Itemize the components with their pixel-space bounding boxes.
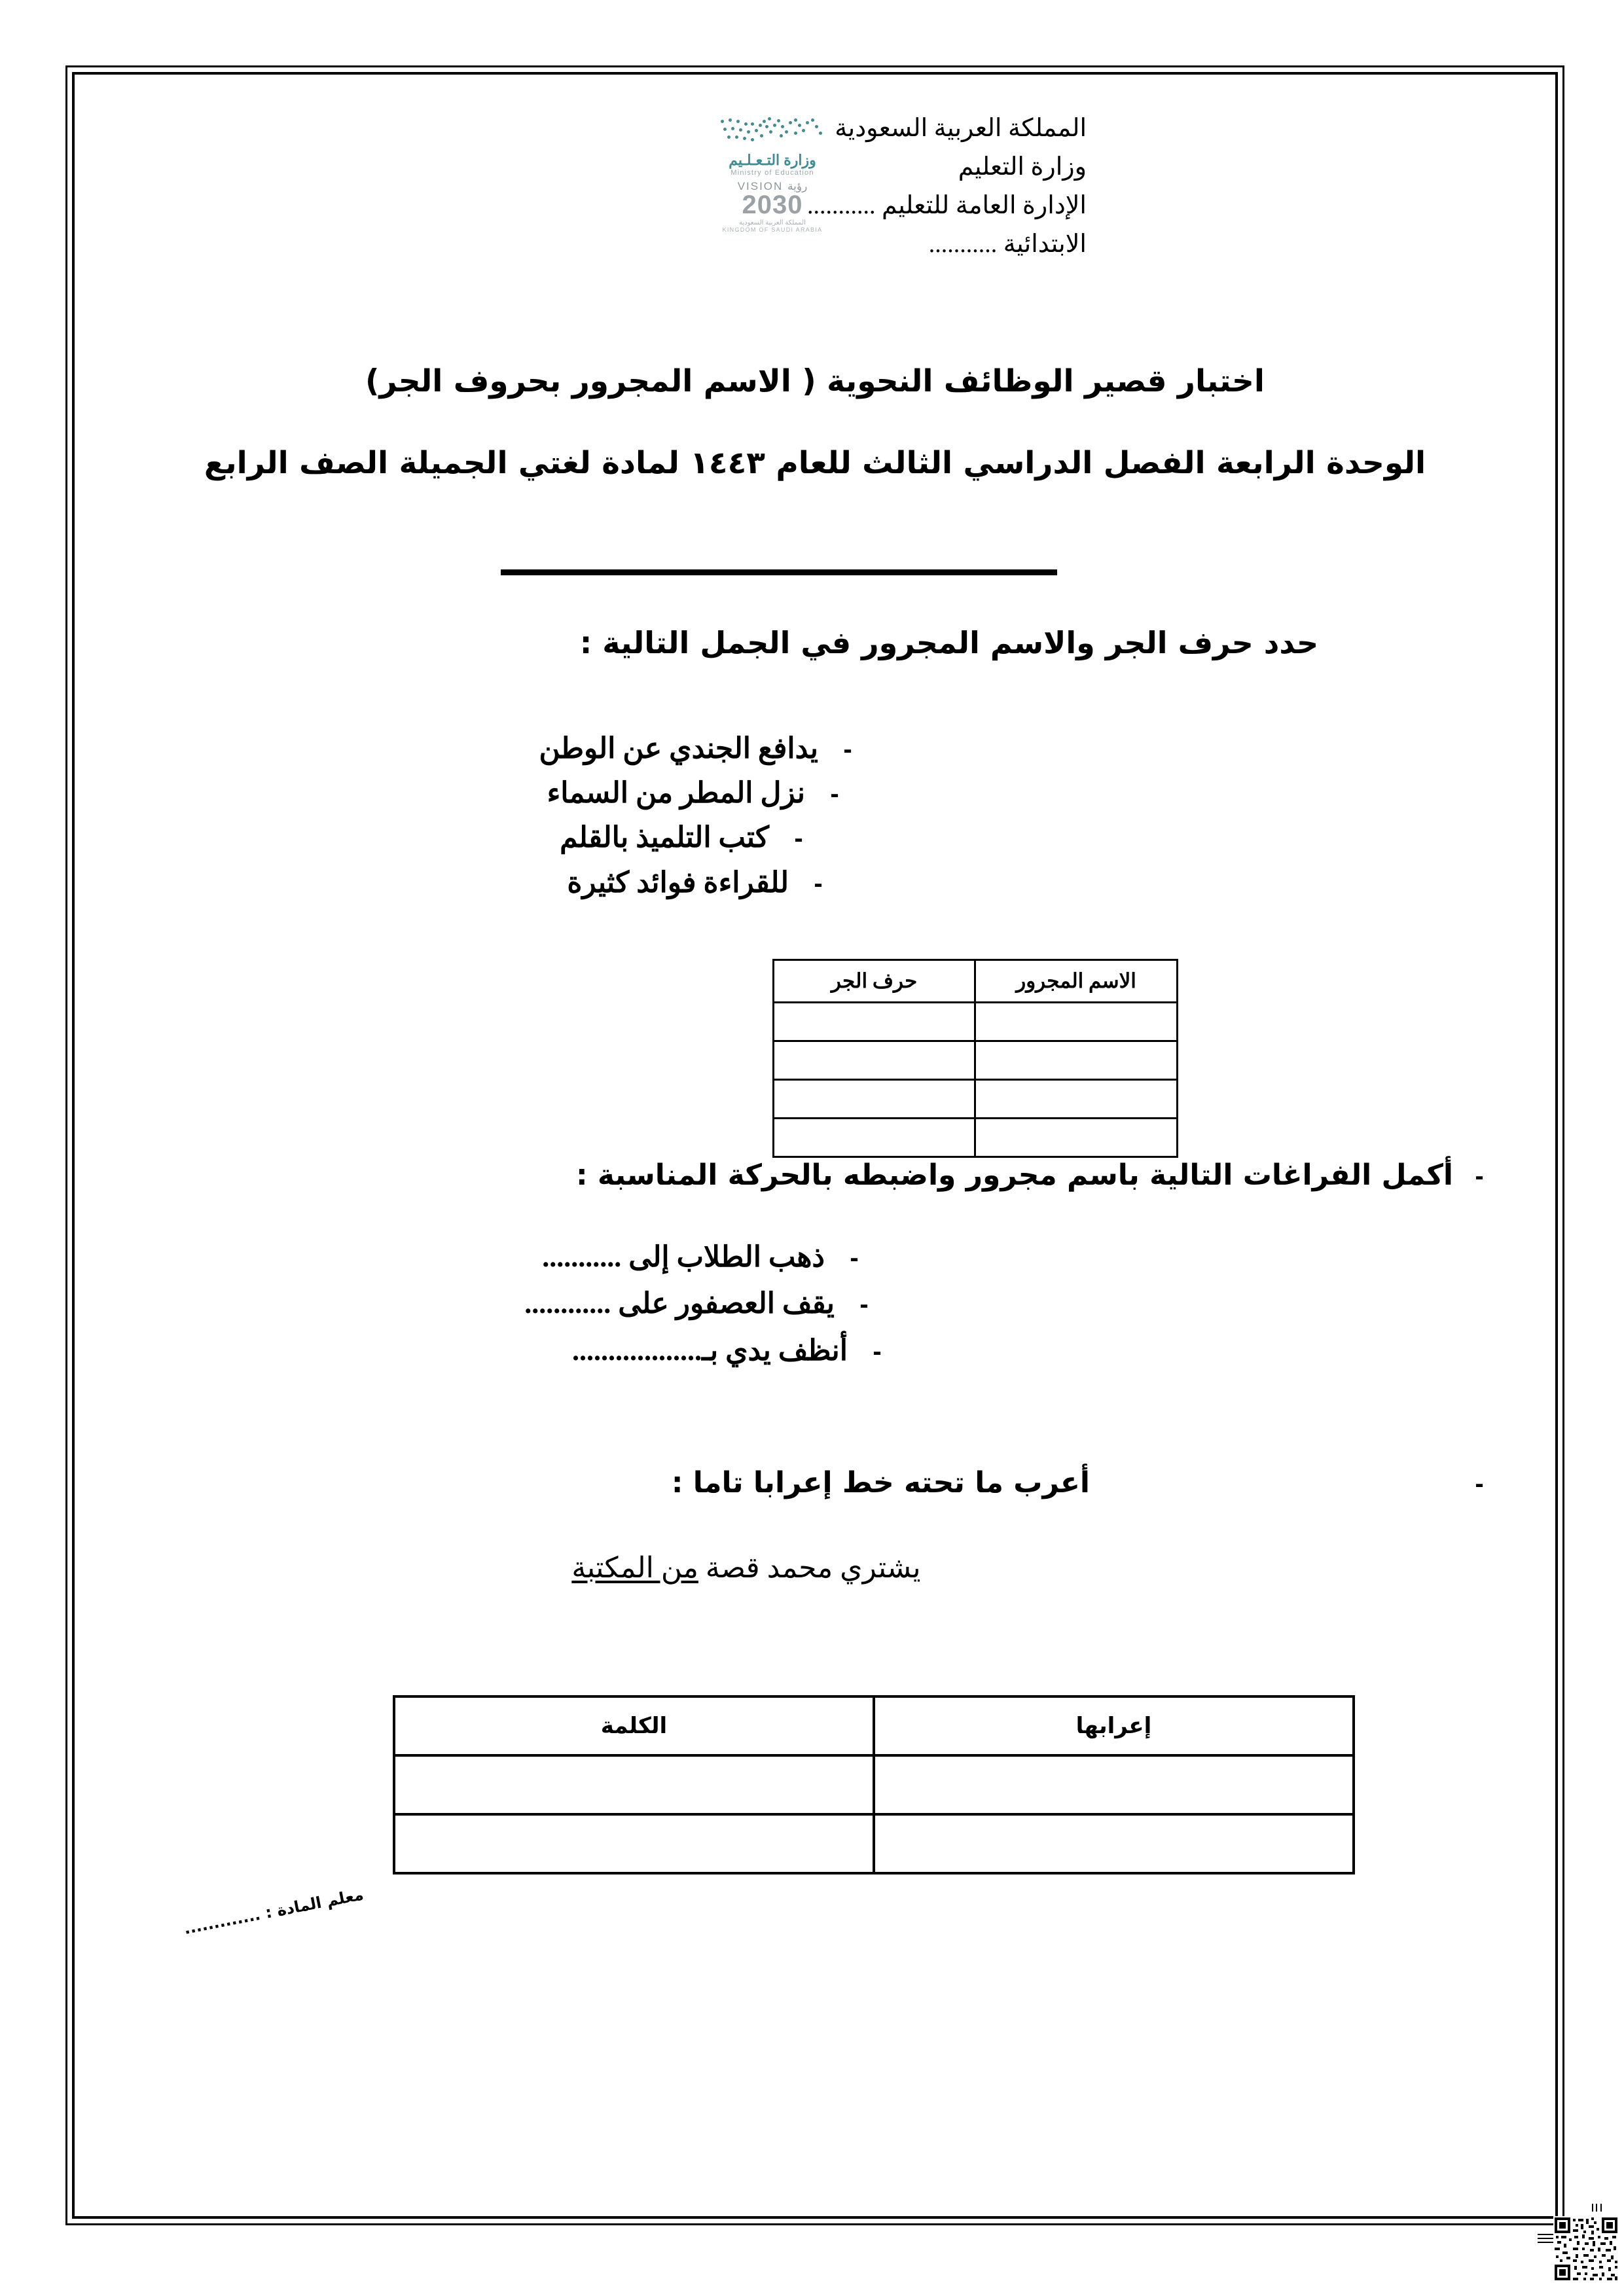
question-2-blank-list xyxy=(164,1234,1545,1374)
question-3-parsing-table[interactable] xyxy=(393,1695,1355,1874)
logo-year-digits: 2030 xyxy=(742,190,803,220)
list-item xyxy=(164,861,1545,905)
column-header-majroor-noun: الاسم المجرور xyxy=(975,960,1178,1003)
answer-cell-majroor-noun[interactable] xyxy=(975,1119,1178,1157)
sentence-text: نزل المطر من السماء xyxy=(547,777,805,810)
bullet-dash-icon: - xyxy=(830,780,839,809)
list-item[interactable] xyxy=(164,1327,1545,1374)
ministry-of-education-logo xyxy=(707,116,838,234)
logo-ministry-english: Ministry of Education xyxy=(731,169,814,177)
bullet-dash-icon: - xyxy=(850,1244,859,1272)
question-1-answer-table[interactable] xyxy=(772,959,1178,1158)
teacher-signature-line: معلم المادة : ............. xyxy=(182,1885,365,1938)
question-1-heading: حدد حرف الجر والاسم المجرور في الجمل التالية : xyxy=(579,625,1319,660)
header-line-school: الابتدائية ........... xyxy=(928,230,1087,258)
table-row[interactable] xyxy=(774,1119,1178,1157)
bullet-dash-icon: - xyxy=(814,869,823,898)
bullet-dash-icon: - xyxy=(1475,1162,1484,1191)
header-identity-block xyxy=(807,109,1087,264)
answer-cell-preposition[interactable] xyxy=(774,1041,975,1080)
logo-kingdom-arabic: المملكة العربية السعودية xyxy=(739,219,806,227)
question-3-heading xyxy=(373,1466,1506,1499)
qr-code-matrix xyxy=(1553,2216,1619,2282)
answer-cell-majroor-noun[interactable] xyxy=(975,1080,1178,1119)
answer-cell-word[interactable] xyxy=(394,1755,874,1814)
logo-vision-english: VISION xyxy=(737,180,784,193)
answer-cell-preposition[interactable] xyxy=(774,1080,975,1119)
sentence-text: كتب التلميذ بالقلم xyxy=(560,821,769,854)
list-item[interactable] xyxy=(164,1234,1545,1280)
table-header-row xyxy=(774,960,1178,1003)
fill-in-blank-text[interactable]: ذهب الطلاب إلى ........... xyxy=(542,1241,825,1273)
answer-cell-preposition[interactable] xyxy=(774,1119,975,1157)
question-3-sentence xyxy=(164,1551,1545,1585)
qr-code-icon xyxy=(1532,2204,1624,2296)
question-2-heading-text: أكمل الفراغات التالية باسم مجرور واضبطه بالحركة المناسبة : xyxy=(575,1158,1453,1192)
sentence-text: يدافع الجندي عن الوطن xyxy=(539,732,818,764)
column-header-preposition: حرف الجر xyxy=(774,960,975,1003)
answer-cell-parsing[interactable] xyxy=(874,1814,1354,1873)
header-line-directorate: الإدارة العامة للتعليم ........... xyxy=(806,191,1087,219)
bullet-dash-icon: - xyxy=(1475,1469,1484,1498)
list-item xyxy=(164,726,1545,771)
header-line-kingdom: المملكة العربية السعودية xyxy=(835,115,1087,142)
table-row[interactable] xyxy=(394,1814,1354,1873)
page-content xyxy=(85,82,1545,2209)
answer-cell-preposition[interactable] xyxy=(774,1003,975,1041)
bullet-dash-icon: - xyxy=(843,735,852,764)
list-item xyxy=(164,771,1545,816)
answer-cell-majroor-noun[interactable] xyxy=(975,1003,1178,1041)
table-row[interactable] xyxy=(774,1003,1178,1041)
logo-kingdom-english: KINGDOM OF SAUDI ARABIA xyxy=(722,226,823,234)
table-row[interactable] xyxy=(774,1080,1178,1119)
sentence-plain-part: يشتري محمد قصة xyxy=(698,1552,921,1584)
bullet-dash-icon: - xyxy=(859,1290,869,1319)
logo-vision-arabic: رؤية xyxy=(787,180,808,193)
sentence-text: للقراءة فوائد كثيرة xyxy=(567,866,789,899)
fill-in-blank-text[interactable]: يقف العصفور على ............ xyxy=(524,1287,835,1320)
table-row[interactable] xyxy=(774,1041,1178,1080)
fill-in-blank-text[interactable]: أنظف يدي بـ.................. xyxy=(571,1334,848,1367)
logo-dot-pattern-icon xyxy=(717,116,828,150)
bullet-dash-icon: - xyxy=(794,824,803,853)
question-3-heading-text: أعرب ما تحته خط إعرابا تاما : xyxy=(671,1466,1090,1499)
document-header xyxy=(111,101,1519,259)
answer-cell-parsing[interactable] xyxy=(874,1755,1354,1814)
logo-vision-year xyxy=(707,192,838,218)
bullet-dash-icon: - xyxy=(873,1336,882,1366)
header-line-ministry: وزارة التعليم xyxy=(958,152,1087,181)
question-1-sentence-list xyxy=(164,726,1545,905)
answer-cell-majroor-noun[interactable] xyxy=(975,1041,1178,1080)
table-row[interactable] xyxy=(394,1755,1354,1814)
page-title: اختبار قصير الوظائف النحوية ( الاسم المجرور بحروف الجر) xyxy=(365,363,1265,399)
table-header-row xyxy=(394,1696,1354,1755)
qr-tick-mark-vertical xyxy=(1592,2204,1602,2212)
question-2-heading xyxy=(373,1158,1506,1192)
logo-ministry-arabic: وزارة التـعـلـيم xyxy=(729,152,816,168)
column-header-word: الكلمة xyxy=(394,1696,874,1755)
list-item[interactable] xyxy=(164,1280,1545,1327)
sentence-underlined-part: من المكتبة xyxy=(571,1552,698,1584)
title-divider xyxy=(501,569,1057,575)
column-header-parsing: إعرابها xyxy=(874,1696,1354,1755)
answer-cell-word[interactable] xyxy=(394,1814,874,1873)
page-subtitle: الوحدة الرابعة الفصل الدراسي الثالث للعام ١٤٤٣ لمادة لغتي الجميلة الصف الرابع xyxy=(204,445,1426,481)
qr-tick-mark-horizontal xyxy=(1538,2234,1553,2243)
list-item xyxy=(164,816,1545,860)
